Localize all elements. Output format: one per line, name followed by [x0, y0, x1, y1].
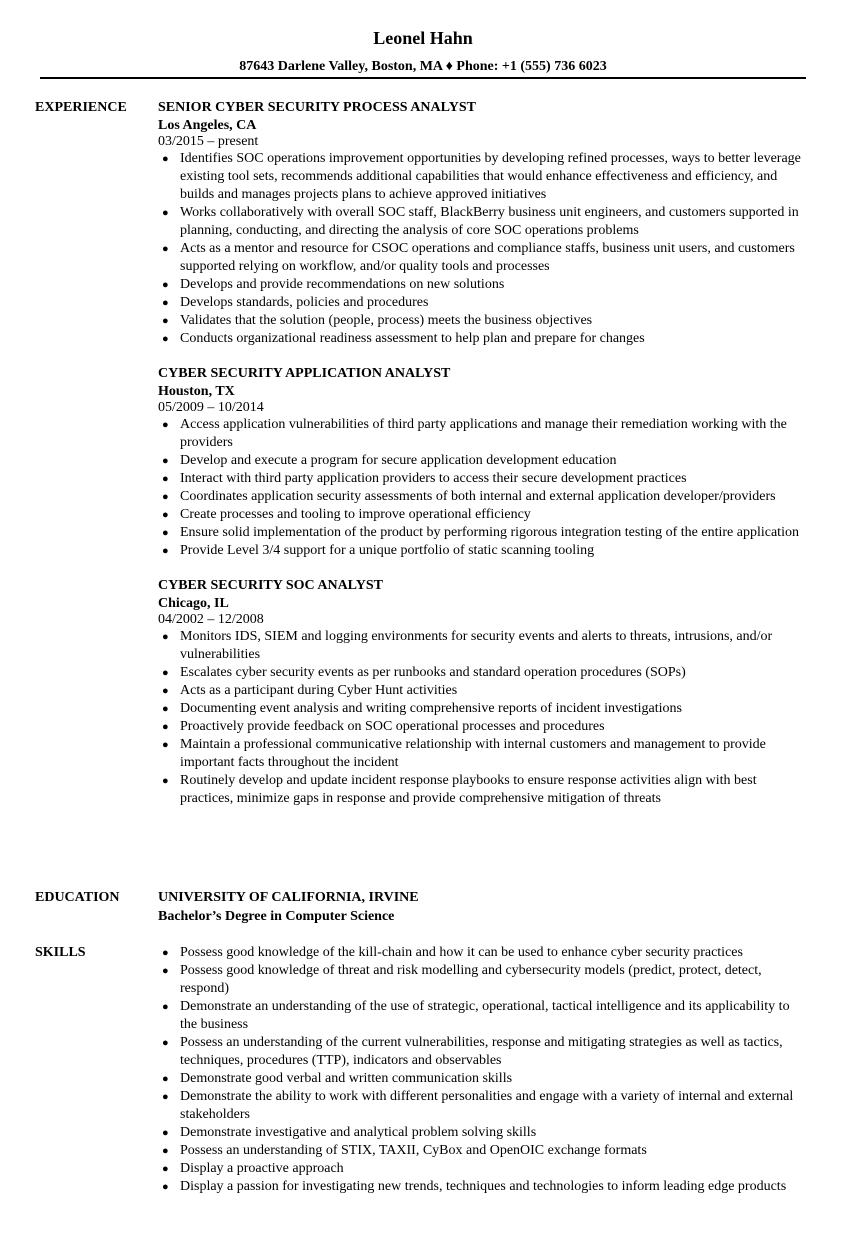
- job-bullets: [158, 628, 808, 808]
- list-item: [158, 944, 808, 962]
- list-item: [158, 312, 808, 330]
- bullet-icon: ●: [162, 1127, 169, 1139]
- bullet-icon: ●: [162, 1145, 169, 1157]
- job-location: Chicago, IL: [158, 596, 229, 611]
- bullet-icon: ●: [162, 703, 169, 715]
- skills-label: SKILLS: [35, 945, 86, 960]
- job-dates: 04/2002 – 12/2008: [158, 612, 264, 627]
- list-item: [158, 1124, 808, 1142]
- list-item: [158, 1070, 808, 1088]
- bullet-text: Access application vulnerabilities of third party applications and manage their remediation working with the providers: [180, 417, 787, 450]
- bullet-text: Maintain a professional communicative relationship with internal customers and management to provide important facts throughout the incident: [180, 737, 766, 770]
- job-title: SENIOR CYBER SECURITY PROCESS ANALYST: [158, 100, 476, 115]
- list-item: [158, 488, 808, 506]
- bullet-text: Ensure solid implementation of the product by performing rigorous integration testing of the entire application: [180, 525, 799, 540]
- bullet-icon: ●: [162, 491, 169, 503]
- job-entry: [158, 577, 808, 808]
- job-dates: 05/2009 – 10/2014: [158, 400, 264, 415]
- job-title: CYBER SECURITY SOC ANALYST: [158, 578, 383, 593]
- skill-text: Demonstrate good verbal and written communication skills: [180, 1071, 513, 1086]
- list-item: [158, 772, 808, 808]
- list-item: [158, 998, 808, 1034]
- list-item: [158, 1034, 808, 1070]
- list-item: [158, 416, 808, 452]
- list-item: [158, 542, 808, 560]
- bullet-text: Routinely develop and update incident response playbooks to ensure response activities align with best practices, minimize gaps in response and provide comprehensive mitigation of threats: [180, 773, 757, 806]
- school-name: UNIVERSITY OF CALIFORNIA, IRVINE: [158, 890, 419, 905]
- skill-text: Possess good knowledge of the kill-chain and how it can be used to enhance cyber security practices: [180, 945, 743, 960]
- skill-text: Possess good knowledge of threat and risk modelling and cybersecurity models (predict, protect, detect, respond): [180, 963, 762, 996]
- bullet-text: Acts as a participant during Cyber Hunt activities: [180, 683, 458, 698]
- bullet-icon: ●: [162, 153, 169, 165]
- bullet-icon: ●: [162, 775, 169, 787]
- bullet-text: Coordinates application security assessments of both internal and external application developer/providers: [180, 489, 776, 504]
- bullet-icon: ●: [162, 333, 169, 345]
- list-item: [158, 1178, 808, 1196]
- bullet-icon: ●: [162, 965, 169, 977]
- list-item: [158, 330, 808, 348]
- bullet-text: Provide Level 3/4 support for a unique portfolio of static scanning tooling: [180, 543, 595, 558]
- job-entry: [158, 365, 808, 560]
- list-item: [158, 294, 808, 312]
- bullet-text: Documenting event analysis and writing comprehensive reports of incident investigations: [180, 701, 682, 716]
- bullet-icon: ●: [162, 545, 169, 557]
- bullet-icon: ●: [162, 1091, 169, 1103]
- bullet-text: Develop and execute a program for secure application development education: [180, 453, 617, 468]
- skill-text: Display a proactive approach: [180, 1161, 344, 1176]
- experience-body: [158, 99, 808, 825]
- skill-text: Demonstrate an understanding of the use of strategic, operational, tactical intelligence and its applicability to the business: [180, 999, 790, 1032]
- job-entry: [158, 99, 808, 348]
- bullet-icon: ●: [162, 279, 169, 291]
- bullet-text: Acts as a mentor and resource for CSOC operations and compliance staffs, business unit users, and customers supported relying on workflow, and/or quality tools and processes: [180, 241, 795, 274]
- bullet-icon: ●: [162, 1037, 169, 1049]
- list-item: [158, 204, 808, 240]
- list-item: [158, 682, 808, 700]
- list-item: [158, 700, 808, 718]
- job-bullets: [158, 416, 808, 560]
- skill-text: Possess an understanding of the current vulnerabilities, response and mitigating strategies as well as tactics, techniques, procedures (TTP), indicators and observables: [180, 1035, 783, 1068]
- skill-text: Demonstrate investigative and analytical problem solving skills: [180, 1125, 537, 1140]
- candidate-name: Leonel Hahn: [373, 28, 473, 48]
- job-location: Los Angeles, CA: [158, 118, 257, 133]
- list-item: [158, 150, 808, 204]
- bullet-icon: ●: [162, 419, 169, 431]
- bullet-text: Escalates cyber security events as per runbooks and standard operation procedures (SOPs): [180, 665, 686, 680]
- bullet-text: Develops standards, policies and procedures: [180, 295, 429, 310]
- bullet-text: Develops and provide recommendations on new solutions: [180, 277, 505, 292]
- bullet-icon: ●: [162, 527, 169, 539]
- bullet-icon: ●: [162, 297, 169, 309]
- bullet-icon: ●: [162, 1073, 169, 1085]
- list-item: [158, 1160, 808, 1178]
- list-item: [158, 276, 808, 294]
- bullet-text: Monitors IDS, SIEM and logging environments for security events and alerts to threats, intrusions, and/or vulnerabilities: [180, 629, 773, 662]
- list-item: [158, 506, 808, 524]
- bullet-icon: ●: [162, 207, 169, 219]
- bullet-icon: ●: [162, 455, 169, 467]
- job-bullets: [158, 150, 808, 348]
- list-item: [158, 1142, 808, 1160]
- skill-text: Possess an understanding of STIX, TAXII, CyBox and OpenOIC exchange formats: [180, 1143, 647, 1158]
- bullet-text: Create processes and tooling to improve operational efficiency: [180, 507, 531, 522]
- bullet-text: Conducts organizational readiness assessment to help plan and prepare for changes: [180, 331, 645, 346]
- skill-text: Display a passion for investigating new trends, techniques and technologies to inform leading edge products: [180, 1179, 787, 1194]
- bullet-icon: ●: [162, 739, 169, 751]
- header-divider: [40, 77, 806, 79]
- list-item: [158, 628, 808, 664]
- list-item: [158, 736, 808, 772]
- bullet-icon: ●: [162, 509, 169, 521]
- list-item: [158, 524, 808, 542]
- bullet-icon: ●: [162, 947, 169, 959]
- skills-body: [158, 944, 808, 1196]
- job-title: CYBER SECURITY APPLICATION ANALYST: [158, 366, 451, 381]
- contact-line: 87643 Darlene Valley, Boston, MA ♦ Phone: +1 (555) 736 6023: [239, 59, 607, 74]
- bullet-text: Works collaboratively with overall SOC staff, BlackBerry business unit engineers, and customers supported in planning, conducting, and directing the analysis of core SOC operations problems: [180, 205, 799, 238]
- bullet-icon: ●: [162, 721, 169, 733]
- bullet-text: Validates that the solution (people, process) meets the business objectives: [180, 313, 593, 328]
- list-item: [158, 1088, 808, 1124]
- experience-label: EXPERIENCE: [35, 100, 127, 115]
- bullet-icon: ●: [162, 1001, 169, 1013]
- bullet-icon: ●: [162, 667, 169, 679]
- bullet-icon: ●: [162, 243, 169, 255]
- job-dates: 03/2015 – present: [158, 134, 259, 149]
- list-item: [158, 718, 808, 736]
- list-item: [158, 452, 808, 470]
- job-location: Houston, TX: [158, 384, 235, 399]
- bullet-text: Interact with third party application providers to access their secure development practices: [180, 471, 687, 486]
- education-body: [158, 889, 808, 927]
- bullet-icon: ●: [162, 315, 169, 327]
- bullet-text: Identifies SOC operations improvement opportunities by developing refined processes, ways to better leverage existing tool sets, recommends additional capabilities that would enhance effectiveness and efficiency, and builds and manages projects plans to achieve approved initiatives: [180, 151, 801, 202]
- list-item: [158, 664, 808, 682]
- bullet-icon: ●: [162, 685, 169, 697]
- education-label: EDUCATION: [35, 890, 120, 905]
- list-item: [158, 962, 808, 998]
- bullet-text: Proactively provide feedback on SOC operational processes and procedures: [180, 719, 605, 734]
- bullet-icon: ●: [162, 1163, 169, 1175]
- bullet-icon: ●: [162, 473, 169, 485]
- list-item: [158, 240, 808, 276]
- skills-list: [158, 944, 808, 1196]
- bullet-icon: ●: [162, 631, 169, 643]
- skill-text: Demonstrate the ability to work with different personalities and engage with a variety of internal and external stakeholders: [180, 1089, 794, 1122]
- degree-name: Bachelor’s Degree in Computer Science: [158, 909, 395, 924]
- list-item: [158, 470, 808, 488]
- bullet-icon: ●: [162, 1181, 169, 1193]
